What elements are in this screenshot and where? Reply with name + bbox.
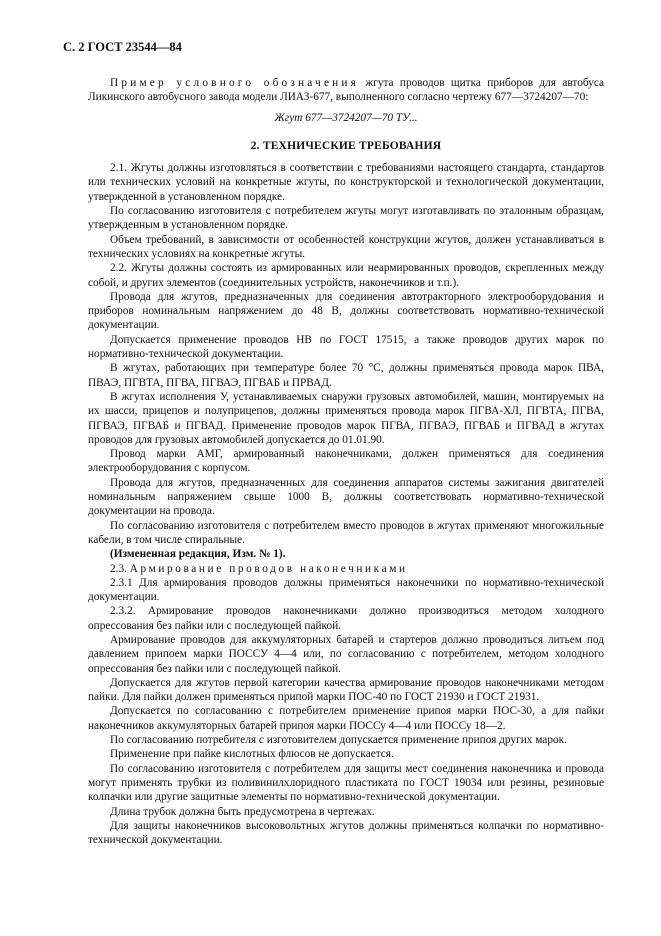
subsection-number: 2.3. <box>110 562 127 575</box>
page-header: С. 2 ГОСТ 23544—84 <box>63 40 182 54</box>
paragraph-2-2-amg-wire: Провод марки АМГ, армированный наконечниками, должен применяться для соединения электрооборудования с корпусом. <box>88 448 604 475</box>
section-title: 2. ТЕХНИЧЕСКИЕ ТРЕБОВАНИЯ <box>250 139 442 152</box>
page-content <box>88 76 604 847</box>
paragraph-2-3-2-hv-caps: Для защиты наконечников высоковольтных жгутов должны применяться колпачки по нормативно-технической документации. <box>88 819 604 847</box>
example-lead: Пример условного обозначения <box>110 77 360 89</box>
paragraph-2-2-high-temp: В жгутах, работающих при температуре более 70 °С, должны применяться провода марок ПВА, ПВАЭ, ПГВТА, ПГВА, ПГВАЭ, ПГВАБ и ПРВАД. <box>88 362 604 389</box>
paragraph-2-3-2-soldering: Допускается для жгутов первой категории качества армирование проводов наконечниками методом пайки. Для пайки должен применяться припой марки ПОС-40 по ГОСТ 21930 и ГОСТ 21931. <box>88 676 604 704</box>
paragraph-2-2-wires-48v: Провода для жгутов, предназначенных для соединения автотракторного электрооборудования и приборов номинальным напряжением до 48 В, должны соответствовать нормативно-технической документации. <box>88 290 604 332</box>
paragraph-2-2-ignition: Провода для жгутов, предназначенных для соединения аппаратов системы зажигания двигателей номинальным напряжением свыше 1000 В, должны соответствовать нормативно-технической документации на провода. <box>88 476 604 518</box>
paragraph-2-2-nv-wires: Допускается применение проводов НВ по ГОСТ 17515, а также проводов других марок по нормативно-технической документации. <box>88 333 604 361</box>
paragraph-2-3-2-pos30: Допускается по согласованию с потребителем применение припоя марки ПОС-30, а для пайки наконечников аккумуляторных батарей припоя марки ПОССу 4—4 или ПОССу 18—2. <box>88 705 604 732</box>
paragraph-2-1-scope: Объем требований, в зависимости от особенностей конструкции жгутов, должен устанавливаться в технических условиях на конкретные жгуты. <box>88 233 604 260</box>
paragraph-2-3-2-protection: По согласованию изготовителя с потребителем для защиты мест соединения наконечника и провода могут применять трубки из поливинилхлоридного пластиката по ГОСТ 19034 или резины, резиновые колпачки или другие защитные элементы по нормативно-технической документации. <box>88 762 604 804</box>
paragraph-2-1: 2.1. Жгуты должны изготовляться в соответствии с требованиями настоящего стандарта, стандартов или технических условий на конкретные жгуты, по конструкторской и технологической документации, утвержденной в установленном порядке. <box>88 162 604 203</box>
paragraph-2-3-2: 2.3.2. Армирование проводов наконечниками должно производиться методом холодного опрессования без пайки или с последующей пайкой. <box>88 605 604 632</box>
subsection-title: Армирование проводов наконечниками <box>129 562 408 575</box>
example-text: жгута проводов щитка приборов для автобуса Ликинского автобусного завода модели ЛИАЗ-677, выполненного согласно чертежу 677—3724207—70: <box>88 77 604 104</box>
paragraph-2-3-2-flux: Применение при пайке кислотных флюсов не допускается. <box>110 748 394 761</box>
paragraph-2-2: 2.2. Жгуты должны состоять из армированных или неармированных проводов, скрепленных между собой, и других элементов (соединительных устройств, наконечников и т.п.). <box>88 262 604 289</box>
example-designation: Жгут 677—3724207—70 ТУ... <box>274 111 418 124</box>
paragraph-2-3-2-other-solder: По согласованию потребителя с изготовителем допускается применение припоя других марок. <box>110 734 567 747</box>
paragraph-2-3-1: 2.3.1 Для армирования проводов должны применяться наконечники по нормативно-технической документации. <box>88 576 604 604</box>
paragraph-2-3-2-tube-length: Длина трубок должна быть предусмотрена в чертежах. <box>110 805 375 818</box>
revision-note: (Измененная редакция, Изм. № 1). <box>110 548 286 561</box>
paragraph-2-1-reference-samples: По согласованию изготовителя с потребителем жгуты могут изготавливать по эталонным образцам, утвержденным в установленном порядке. <box>88 205 604 232</box>
paragraph-2-2-version-u: В жгутах исполнения У, устанавливаемых снаружи грузовых автомобилей, машин, монтируемых на их шасси, прицепов и полуприцепов, должны применяться провода марок ПГВА-ХЛ, ПГВТА, ПГВА, ПГВАЭ, ПГВАБ и ПГВАД. Применение проводов марок ПГВА, ПГВАЭ, ПГВАБ и ПГВАД в жгутах проводов для грузовых автомобилей допускается до 01.01.90. <box>88 390 604 446</box>
subsection-2-3 <box>88 562 604 576</box>
paragraph-2-2-cables: По согласованию изготовителя с потребителем вместо проводов в жгутах применяют многожильные кабели, в том числе спиральные. <box>88 519 604 546</box>
paragraph-2-3-2-batteries: Армирование проводов для аккумуляторных батарей и стартеров должно проводиться литьем под давлением припоем марки ПОССУ 4—4 или, по согласованию с потребителем, методом холодного опрессования без пайки или с последующей пайкой. <box>88 633 604 675</box>
example-paragraph <box>88 76 604 105</box>
